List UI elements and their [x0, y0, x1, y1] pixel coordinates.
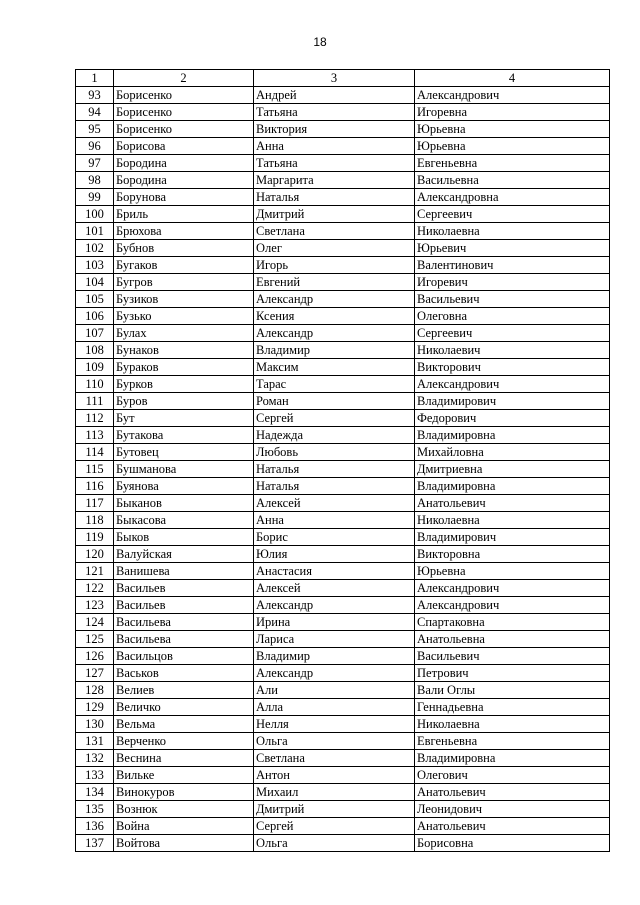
row-number-cell: 136 [76, 818, 114, 835]
patronymic-cell: Юрьевна [415, 563, 610, 580]
surname-cell: Вельма [114, 716, 254, 733]
patronymic-cell: Михайловна [415, 444, 610, 461]
table-row [76, 529, 610, 546]
column-header-number: 1 [76, 70, 114, 87]
row-number-cell: 116 [76, 478, 114, 495]
table-body [76, 87, 610, 852]
surname-cell: Васильев [114, 580, 254, 597]
surname-cell: Васильева [114, 631, 254, 648]
first-name-cell: Наталья [254, 461, 415, 478]
patronymic-cell: Евгеньевна [415, 155, 610, 172]
table-row [76, 614, 610, 631]
column-header-name: 3 [254, 70, 415, 87]
first-name-cell: Алексей [254, 495, 415, 512]
patronymic-cell: Анатольевич [415, 495, 610, 512]
row-number-cell: 124 [76, 614, 114, 631]
first-name-cell: Наталья [254, 478, 415, 495]
patronymic-cell: Юрьевна [415, 138, 610, 155]
row-number-cell: 109 [76, 359, 114, 376]
table-row [76, 597, 610, 614]
surname-cell: Бунаков [114, 342, 254, 359]
patronymic-cell: Васильевич [415, 291, 610, 308]
row-number-cell: 103 [76, 257, 114, 274]
table-row [76, 648, 610, 665]
first-name-cell: Ольга [254, 835, 415, 852]
patronymic-cell: Владимировна [415, 750, 610, 767]
surname-cell: Бураков [114, 359, 254, 376]
row-number-cell: 132 [76, 750, 114, 767]
table-row [76, 461, 610, 478]
table-row [76, 495, 610, 512]
surname-cell: Величко [114, 699, 254, 716]
surname-cell: Васильева [114, 614, 254, 631]
row-number-cell: 137 [76, 835, 114, 852]
first-name-cell: Сергей [254, 818, 415, 835]
first-name-cell: Андрей [254, 87, 415, 104]
row-number-cell: 98 [76, 172, 114, 189]
first-name-cell: Ксения [254, 308, 415, 325]
row-number-cell: 115 [76, 461, 114, 478]
first-name-cell: Анна [254, 138, 415, 155]
patronymic-cell: Александрович [415, 597, 610, 614]
table-row [76, 563, 610, 580]
surname-cell: Бурков [114, 376, 254, 393]
patronymic-cell: Николаевна [415, 512, 610, 529]
row-number-cell: 128 [76, 682, 114, 699]
first-name-cell: Евгений [254, 274, 415, 291]
surname-cell: Быков [114, 529, 254, 546]
patronymic-cell: Валентинович [415, 257, 610, 274]
table-row [76, 699, 610, 716]
table-row [76, 682, 610, 699]
first-name-cell: Любовь [254, 444, 415, 461]
first-name-cell: Максим [254, 359, 415, 376]
row-number-cell: 134 [76, 784, 114, 801]
patronymic-cell: Викторович [415, 359, 610, 376]
surname-cell: Брюхова [114, 223, 254, 240]
surname-cell: Васьков [114, 665, 254, 682]
surname-cell: Бут [114, 410, 254, 427]
surname-cell: Васильцов [114, 648, 254, 665]
row-number-cell: 135 [76, 801, 114, 818]
table-row [76, 784, 610, 801]
row-number-cell: 120 [76, 546, 114, 563]
patronymic-cell: Николаевич [415, 342, 610, 359]
table-row [76, 325, 610, 342]
column-header-patronymic: 4 [415, 70, 610, 87]
row-number-cell: 125 [76, 631, 114, 648]
surname-cell: Бугров [114, 274, 254, 291]
first-name-cell: Алла [254, 699, 415, 716]
row-number-cell: 129 [76, 699, 114, 716]
row-number-cell: 118 [76, 512, 114, 529]
table-row [76, 580, 610, 597]
surname-cell: Винокуров [114, 784, 254, 801]
table-row [76, 631, 610, 648]
patronymic-cell: Юрьевна [415, 121, 610, 138]
table-row [76, 733, 610, 750]
patronymic-cell: Олеговна [415, 308, 610, 325]
row-number-cell: 117 [76, 495, 114, 512]
table-row [76, 87, 610, 104]
surname-cell: Бородина [114, 155, 254, 172]
row-number-cell: 102 [76, 240, 114, 257]
table-row [76, 716, 610, 733]
first-name-cell: Роман [254, 393, 415, 410]
first-name-cell: Борис [254, 529, 415, 546]
row-number-cell: 94 [76, 104, 114, 121]
row-number-cell: 107 [76, 325, 114, 342]
patronymic-cell: Сергеевич [415, 325, 610, 342]
table-row [76, 767, 610, 784]
row-number-cell: 119 [76, 529, 114, 546]
table-row [76, 274, 610, 291]
table-row [76, 257, 610, 274]
row-number-cell: 106 [76, 308, 114, 325]
table-row [76, 138, 610, 155]
surname-cell: Борунова [114, 189, 254, 206]
first-name-cell: Надежда [254, 427, 415, 444]
row-number-cell: 126 [76, 648, 114, 665]
table-row [76, 546, 610, 563]
first-name-cell: Дмитрий [254, 801, 415, 818]
surname-cell: Быканов [114, 495, 254, 512]
first-name-cell: Александр [254, 665, 415, 682]
patronymic-cell: Анатольевич [415, 818, 610, 835]
surname-cell: Верченко [114, 733, 254, 750]
patronymic-cell: Леонидович [415, 801, 610, 818]
row-number-cell: 111 [76, 393, 114, 410]
patronymic-cell: Петрович [415, 665, 610, 682]
table-row [76, 155, 610, 172]
patronymic-cell: Федорович [415, 410, 610, 427]
first-name-cell: Наталья [254, 189, 415, 206]
row-number-cell: 93 [76, 87, 114, 104]
row-number-cell: 112 [76, 410, 114, 427]
row-number-cell: 122 [76, 580, 114, 597]
table-row [76, 750, 610, 767]
surname-cell: Война [114, 818, 254, 835]
row-number-cell: 100 [76, 206, 114, 223]
row-number-cell: 127 [76, 665, 114, 682]
surname-cell: Булах [114, 325, 254, 342]
surname-cell: Вознюк [114, 801, 254, 818]
surname-cell: Борисенко [114, 121, 254, 138]
first-name-cell: Татьяна [254, 104, 415, 121]
table-row [76, 512, 610, 529]
header-row [76, 70, 610, 87]
first-name-cell: Сергей [254, 410, 415, 427]
first-name-cell: Игорь [254, 257, 415, 274]
surname-cell: Борисова [114, 138, 254, 155]
surname-cell: Веснина [114, 750, 254, 767]
first-name-cell: Лариса [254, 631, 415, 648]
patronymic-cell: Васильевна [415, 172, 610, 189]
patronymic-cell: Александрович [415, 87, 610, 104]
patronymic-cell: Николаевна [415, 716, 610, 733]
patronymic-cell: Евгеньевна [415, 733, 610, 750]
patronymic-cell: Дмитриевна [415, 461, 610, 478]
table-row [76, 291, 610, 308]
table-row [76, 206, 610, 223]
row-number-cell: 121 [76, 563, 114, 580]
first-name-cell: Александр [254, 291, 415, 308]
patronymic-cell: Игоревич [415, 274, 610, 291]
surname-cell: Бугаков [114, 257, 254, 274]
table-row [76, 359, 610, 376]
surname-cell: Васильев [114, 597, 254, 614]
surname-cell: Буянова [114, 478, 254, 495]
first-name-cell: Виктория [254, 121, 415, 138]
page-number: 18 [313, 35, 327, 49]
patronymic-cell: Владимировна [415, 478, 610, 495]
surname-cell: Ванишева [114, 563, 254, 580]
row-number-cell: 95 [76, 121, 114, 138]
first-name-cell: Юлия [254, 546, 415, 563]
row-number-cell: 105 [76, 291, 114, 308]
row-number-cell: 113 [76, 427, 114, 444]
table-row [76, 104, 610, 121]
row-number-cell: 104 [76, 274, 114, 291]
table-row [76, 342, 610, 359]
first-name-cell: Владимир [254, 342, 415, 359]
surname-cell: Бушманова [114, 461, 254, 478]
first-name-cell: Светлана [254, 223, 415, 240]
patronymic-cell: Вали Оглы [415, 682, 610, 699]
surname-cell: Бутовец [114, 444, 254, 461]
patronymic-cell: Анатольевич [415, 784, 610, 801]
table-row [76, 240, 610, 257]
table-row [76, 818, 610, 835]
patronymic-cell: Геннадьевна [415, 699, 610, 716]
table-row [76, 410, 610, 427]
first-name-cell: Александр [254, 325, 415, 342]
patronymic-cell: Владимирович [415, 529, 610, 546]
table-row [76, 172, 610, 189]
table-row [76, 376, 610, 393]
patronymic-cell: Сергеевич [415, 206, 610, 223]
patronymic-cell: Владимирович [415, 393, 610, 410]
first-name-cell: Алексей [254, 580, 415, 597]
patronymic-cell: Анатольевна [415, 631, 610, 648]
patronymic-cell: Юрьевич [415, 240, 610, 257]
table-row [76, 478, 610, 495]
first-name-cell: Светлана [254, 750, 415, 767]
table-row [76, 801, 610, 818]
surname-cell: Борисенко [114, 104, 254, 121]
surname-cell: Бородина [114, 172, 254, 189]
surname-cell: Бубнов [114, 240, 254, 257]
row-number-cell: 101 [76, 223, 114, 240]
row-number-cell: 97 [76, 155, 114, 172]
first-name-cell: Татьяна [254, 155, 415, 172]
patronymic-cell: Викторовна [415, 546, 610, 563]
surname-cell: Бриль [114, 206, 254, 223]
surname-cell: Вильке [114, 767, 254, 784]
row-number-cell: 114 [76, 444, 114, 461]
table-row [76, 223, 610, 240]
surname-cell: Быкасова [114, 512, 254, 529]
first-name-cell: Али [254, 682, 415, 699]
table-row [76, 665, 610, 682]
first-name-cell: Маргарита [254, 172, 415, 189]
roster-table [75, 69, 610, 852]
surname-cell: Буров [114, 393, 254, 410]
row-number-cell: 130 [76, 716, 114, 733]
patronymic-cell: Спартаковна [415, 614, 610, 631]
first-name-cell: Антон [254, 767, 415, 784]
surname-cell: Бузько [114, 308, 254, 325]
patronymic-cell: Борисовна [415, 835, 610, 852]
row-number-cell: 108 [76, 342, 114, 359]
first-name-cell: Михаил [254, 784, 415, 801]
first-name-cell: Олег [254, 240, 415, 257]
first-name-cell: Александр [254, 597, 415, 614]
first-name-cell: Анна [254, 512, 415, 529]
row-number-cell: 96 [76, 138, 114, 155]
first-name-cell: Владимир [254, 648, 415, 665]
patronymic-cell: Игоревна [415, 104, 610, 121]
patronymic-cell: Александрович [415, 376, 610, 393]
surname-cell: Борисенко [114, 87, 254, 104]
patronymic-cell: Васильевич [415, 648, 610, 665]
row-number-cell: 99 [76, 189, 114, 206]
surname-cell: Велиев [114, 682, 254, 699]
first-name-cell: Нелля [254, 716, 415, 733]
first-name-cell: Анастасия [254, 563, 415, 580]
first-name-cell: Ольга [254, 733, 415, 750]
table-row [76, 835, 610, 852]
first-name-cell: Ирина [254, 614, 415, 631]
first-name-cell: Дмитрий [254, 206, 415, 223]
row-number-cell: 131 [76, 733, 114, 750]
table-header [76, 70, 610, 87]
table-row [76, 308, 610, 325]
surname-cell: Бузиков [114, 291, 254, 308]
table-row [76, 189, 610, 206]
patronymic-cell: Олегович [415, 767, 610, 784]
row-number-cell: 133 [76, 767, 114, 784]
column-header-surname: 2 [114, 70, 254, 87]
table-row [76, 444, 610, 461]
first-name-cell: Тарас [254, 376, 415, 393]
row-number-cell: 110 [76, 376, 114, 393]
table-row [76, 121, 610, 138]
patronymic-cell: Николаевна [415, 223, 610, 240]
surname-cell: Бутакова [114, 427, 254, 444]
patronymic-cell: Александровна [415, 189, 610, 206]
row-number-cell: 123 [76, 597, 114, 614]
patronymic-cell: Владимировна [415, 427, 610, 444]
table-row [76, 427, 610, 444]
surname-cell: Войтова [114, 835, 254, 852]
surname-cell: Валуйская [114, 546, 254, 563]
patronymic-cell: Александрович [415, 580, 610, 597]
table-row [76, 393, 610, 410]
